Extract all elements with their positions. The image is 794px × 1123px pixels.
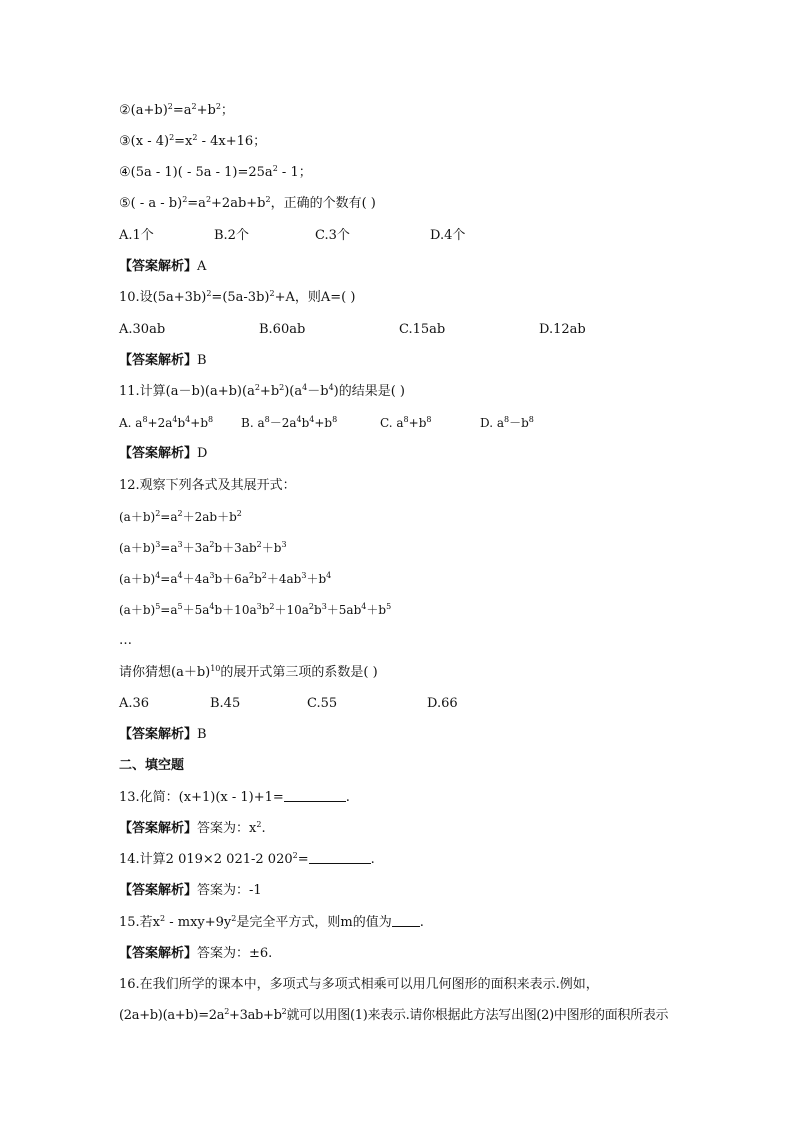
statement-5: ⑤( - $a - b)^2=a^2+2ab+b^2$，正确的个数有( ) [119, 195, 376, 211]
answer-tag: 【答案解析】 [119, 946, 198, 961]
question-11: 11.计算$(a-b)(a+b)(a^2+b^2)(a^4-b^4)$的结果是( ) [119, 383, 406, 399]
question-15: 15.若$x^2 - mxy+9y^2$是完全平方式，则m的值为 . [119, 914, 424, 930]
question-16-line-1: 16.在我们所学的课本中，多项式与多项式相乘可以用几何图形的面积来表示.例如， [119, 977, 599, 992]
question-10: 10.设$(5a+3b)^2=(5a-3b)^2+A$，则A=( ) [119, 289, 356, 305]
q12-answer: 【答案解析】B [119, 727, 207, 742]
q9-option-c: C.3个 [315, 228, 350, 243]
q9-answer: 【答案解析】A [119, 259, 207, 274]
expansion-4: $(a+b)^4=a^4+4a^3b+6a^2b^2+4ab^3+b^4$ [119, 571, 332, 586]
question-13: 13.化简：(x+1)(x - 1)+1= . [119, 790, 350, 805]
section-title: 二、填空题 [119, 758, 185, 773]
q10-option-c: C.15ab [399, 322, 446, 337]
answer-tag: 【答案解析】 [119, 821, 198, 836]
q10-option-d: D.12ab [539, 322, 586, 337]
expansion-2: $(a+b)^2=a^2+2ab+b^2$ [119, 509, 242, 524]
q12-option-b: B.45 [210, 696, 241, 711]
answer-blank [392, 914, 420, 927]
q10-option-b: B.60ab [259, 322, 306, 337]
q9-option-a: A.1个 [119, 228, 154, 243]
answer-blank [284, 789, 346, 802]
q14-answer: 【答案解析】答案为：-1 [119, 883, 262, 898]
answer-tag: 【答案解析】 [119, 446, 198, 461]
question-16-line-2: $(2a+b)(a+b)=2a^2+3ab+b^2$就可以用图(1)来表示.请你根据此方法写出图(2)中图形的面积所表示 [119, 1007, 669, 1023]
expansion-5: $(a+b)^5=a^5+5a^4b+10a^3b^2+10a^2b^3+5ab^4+b^5$ [119, 602, 392, 617]
q12-option-c: C.55 [307, 696, 338, 711]
q11-option-a: A. $a^8+2a^4b^4+b^8$ [119, 415, 214, 430]
q9-option-d: D.4个 [430, 228, 466, 243]
answer-tag: 【答案解析】 [119, 259, 198, 274]
statement-4: ④(5a - $1)( - 5a - 1)=25a^2 - 1$； [119, 164, 312, 180]
q15-answer: 【答案解析】答案为：±6. [119, 946, 273, 961]
question-12: 12.观察下列各式及其展开式： [119, 478, 296, 493]
expansion-3: $(a+b)^3=a^3+3a^2b+3ab^2+b^3$ [119, 540, 287, 555]
q11-answer: 【答案解析】D [119, 446, 208, 461]
answer-tag: 【答案解析】 [119, 353, 198, 368]
q9-option-b: B.2个 [214, 228, 249, 243]
statement-2: $②(a+b)^2=a^2+b^2$； [119, 102, 234, 118]
question-14: 14.计算2 019×2 021-2 $020^2=$ . [119, 851, 375, 867]
q10-option-a: A.30ab [119, 322, 166, 337]
answer-tag: 【答案解析】 [119, 727, 198, 742]
q12-question: 请你猜想$(a+b)^{10}$的展开式第三项的系数是( ) [119, 664, 378, 680]
q11-option-c: C. $a^8+b^8$ [380, 415, 432, 430]
ellipsis: … [119, 633, 132, 648]
answer-blank [309, 851, 371, 864]
q11-option-b: B. $a^8-2a^4b^4+b^8$ [241, 415, 338, 430]
answer-tag: 【答案解析】 [119, 883, 198, 898]
q12-option-d: D.66 [427, 696, 458, 711]
q12-option-a: A.36 [119, 696, 150, 711]
statement-3: ③(x - $4)^2=x^2 - 4x+16$； [119, 133, 267, 149]
q11-option-d: D. $a^8-b^8$ [480, 415, 534, 430]
q10-answer: 【答案解析】B [119, 353, 207, 368]
q13-answer: 【答案解析】答案为：$x^2$. [119, 820, 266, 836]
